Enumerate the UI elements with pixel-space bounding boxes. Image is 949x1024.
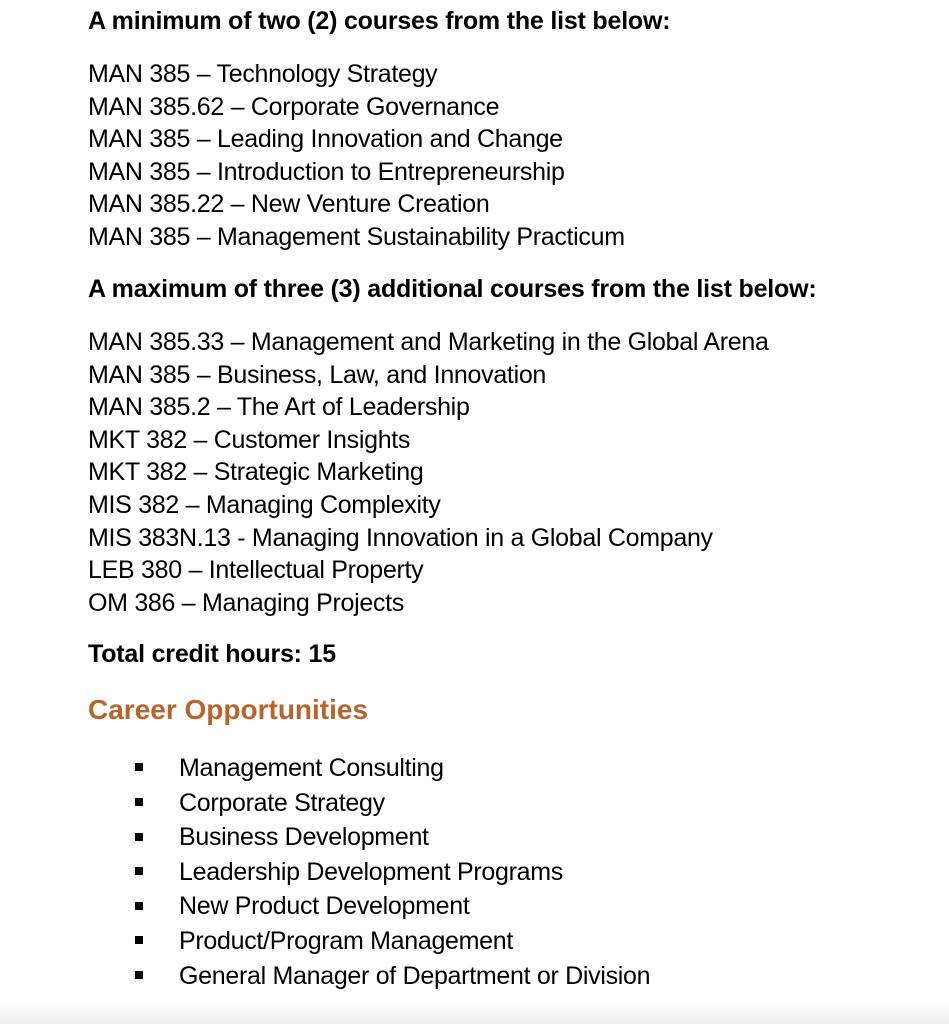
section2-course-list: [88, 326, 769, 619]
career-item-label: Product/Program Management: [179, 926, 514, 955]
section2-heading: A maximum of three (3) additional courses from the list below:: [88, 275, 817, 303]
square-bullet-icon: [135, 867, 143, 875]
course-item: MAN 385 – Leading Innovation and Change: [88, 125, 563, 154]
career-list-item: [135, 959, 650, 994]
course-item: MKT 382 – Customer Insights: [88, 425, 411, 454]
career-item-label: Leadership Development Programs: [179, 857, 563, 886]
career-list-item: [135, 924, 650, 959]
section1-course-list: [88, 58, 625, 254]
square-bullet-icon: [135, 971, 143, 979]
career-item-label: New Product Development: [179, 892, 470, 921]
career-list-item: [135, 889, 650, 924]
course-item: MAN 385.2 – The Art of Leadership: [88, 393, 470, 422]
career-list-item: [135, 855, 650, 890]
course-item: MAN 385.33 – Management and Marketing in the Global Arena: [88, 328, 769, 356]
course-item: MIS 382 – Managing Complexity: [88, 490, 441, 519]
course-item: MAN 385 – Management Sustainability Practicum: [88, 222, 625, 251]
square-bullet-icon: [135, 763, 143, 771]
square-bullet-icon: [135, 902, 143, 910]
square-bullet-icon: [135, 798, 143, 806]
course-item: MKT 382 – Strategic Marketing: [88, 458, 424, 487]
section1-heading: A minimum of two (2) courses from the list below:: [88, 7, 671, 35]
course-item: MAN 385 – Introduction to Entrepreneurship: [88, 157, 565, 186]
career-list-item: [135, 786, 650, 821]
course-item: LEB 380 – Intellectual Property: [88, 556, 424, 585]
total-credit-hours: Total credit hours: 15: [88, 640, 336, 668]
page-bottom-shadow: [0, 1002, 949, 1024]
career-list-item: [135, 820, 650, 855]
career-item-label: Management Consulting: [179, 754, 444, 782]
career-item-label: Corporate Strategy: [179, 788, 385, 817]
career-list-item: [135, 751, 650, 786]
career-item-label: General Manager of Department or Division: [179, 961, 651, 990]
course-item: MAN 385 – Business, Law, and Innovation: [88, 360, 547, 389]
course-item: MAN 385.22 – New Venture Creation: [88, 190, 490, 219]
square-bullet-icon: [135, 936, 143, 944]
square-bullet-icon: [135, 833, 143, 841]
course-item: MAN 385 – Technology Strategy: [88, 60, 438, 88]
course-item: MIS 383N.13 - Managing Innovation in a Global Company: [88, 523, 713, 552]
course-item: MAN 385.62 – Corporate Governance: [88, 92, 500, 121]
career-opportunities-title: Career Opportunities: [88, 694, 369, 725]
course-item: OM 386 – Managing Projects: [88, 588, 404, 617]
career-list: [135, 751, 650, 993]
career-item-label: Business Development: [179, 823, 429, 852]
